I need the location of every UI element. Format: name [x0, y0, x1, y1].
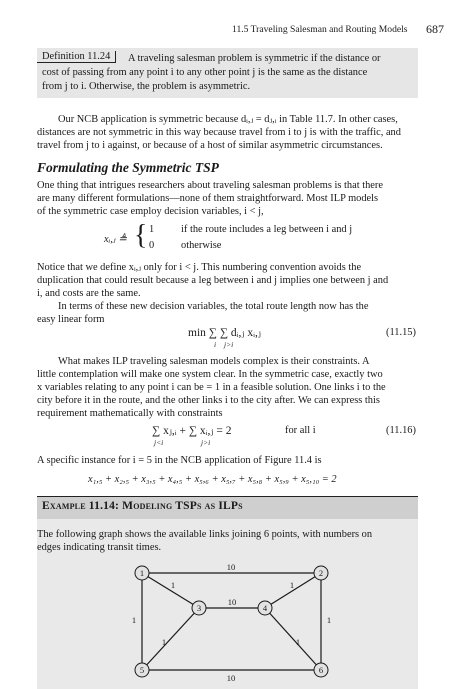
- paragraph-line: A specific instance for i = 5 in the NCB application of Figure 11.4 is: [37, 455, 322, 466]
- edge-2-4: [265, 573, 321, 608]
- section-title: Formulating the Symmetric TSP: [37, 160, 219, 175]
- paragraph-line: i, and costs are the same.: [37, 288, 141, 299]
- node-label: 6: [318, 665, 324, 675]
- definition-line: A traveling salesman problem is symmetric if the distance or: [128, 53, 381, 64]
- transit-graph: [120, 560, 340, 689]
- edge-label: 1: [295, 637, 301, 647]
- edge-label: 1: [289, 580, 295, 590]
- paragraph-line: In terms of these new decision variables, the total route length now has the: [58, 301, 369, 312]
- equation-11-15: min ∑ ∑ dᵢ,ⱼ xᵢ,ⱼ: [188, 327, 261, 339]
- example-text-line: The following graph shows the available links joining 6 points, with numbers on: [37, 529, 373, 540]
- edge-label: 1: [326, 615, 332, 625]
- case2-value: 0: [149, 240, 155, 251]
- paragraph-line: distances are not symmetric in this way because travel from i to j is with the traffic, and: [37, 127, 401, 138]
- xij-lhs: xᵢ,ⱼ ≜: [104, 234, 127, 245]
- instance-equation: x₁,₅ + x₂,₅ + x₃,₅ + x₄,₅ + x₅,₆ + x₅,₇ + x₅,₈ + x₅,₉ + x₅,₁₀ = 2: [88, 474, 337, 485]
- definition-line: from j to i. Otherwise, the problem is asymmetric.: [42, 81, 251, 92]
- edge-label: 1: [170, 580, 176, 590]
- eq-subscript: j>i: [201, 438, 211, 447]
- node-label: 5: [139, 665, 145, 675]
- paragraph-line: are many different formulations—none of them straightforward. Most ILP models: [37, 193, 379, 204]
- edge-label: 1: [161, 637, 167, 647]
- node-label: 4: [262, 603, 268, 613]
- node-label: 3: [196, 603, 202, 613]
- definition-label: Definition 11.24: [37, 51, 116, 63]
- paragraph-line: One thing that intrigues researchers about traveling salesman problems is that there: [37, 180, 383, 191]
- paragraph-line: requirement mathematically with constraints: [37, 408, 223, 419]
- definition-line: cost of passing from any point i to any other point j is the same as the distance: [42, 67, 368, 78]
- node-label: 2: [318, 568, 324, 578]
- edge-label: 10: [226, 673, 236, 683]
- case1-condition: if the route includes a leg between i and j: [181, 224, 353, 235]
- paragraph-line: easy linear form: [37, 314, 105, 325]
- paragraph-line: Notice that we define xᵢ,ⱼ only for i < j. This numbering convention avoids the: [37, 262, 362, 273]
- node-label: 1: [139, 568, 145, 578]
- paragraph-line: city before it in the route, and the other links i to the city after. We can express this: [37, 395, 380, 406]
- paragraph-line: duplication that could result because a leg between i and j implies one between j and: [37, 275, 389, 286]
- paragraph-line: travel from j to i against, or because of a host of similar asymmetric circumstances.: [37, 140, 383, 151]
- case2-condition: otherwise: [181, 240, 222, 251]
- edge-label: 10: [227, 597, 237, 607]
- eq-subscript: i: [214, 340, 217, 349]
- cases-brace: {: [134, 220, 148, 251]
- example-text-line: edges indicating transit times.: [37, 542, 162, 553]
- page-number: 687: [426, 22, 444, 36]
- equation-number: (11.16): [386, 425, 416, 436]
- equation-number: (11.15): [386, 327, 416, 338]
- edge-label: 1: [131, 615, 137, 625]
- edge-label: 10: [226, 562, 236, 572]
- edge-3-5: [142, 608, 199, 670]
- paragraph-line: of the symmetric case employ decision variables, i < j,: [37, 206, 264, 217]
- equation-11-16: ∑ xⱼ,ᵢ + ∑ xᵢ,ⱼ = 2: [152, 425, 232, 437]
- running-title: 11.5 Traveling Salesman and Routing Models: [232, 24, 408, 35]
- edge-4-6: [265, 608, 321, 670]
- case1-value: 1: [149, 224, 155, 235]
- paragraph-line: What makes ILP traveling salesman models complex is their constraints. A: [58, 356, 370, 367]
- paragraph-line: x variables relating to any point i can be = 1 in a feasible solution. One links i to the: [37, 382, 386, 393]
- paragraph-line: little contemplation will make one system clear. In the symmetric case, exactly two: [37, 369, 383, 380]
- paragraph-line: Our NCB application is symmetric because dᵢ,ⱼ = dⱼ,ᵢ in Table 11.7. In other cases,: [58, 114, 398, 125]
- example-title: Example 11.14: Modeling TSPs as ILPs: [42, 500, 243, 512]
- eq-subscript: j<i: [154, 438, 164, 447]
- edge-1-3: [142, 573, 199, 608]
- equation-condition: for all i: [285, 425, 316, 436]
- eq-subscript: j>i: [224, 340, 234, 349]
